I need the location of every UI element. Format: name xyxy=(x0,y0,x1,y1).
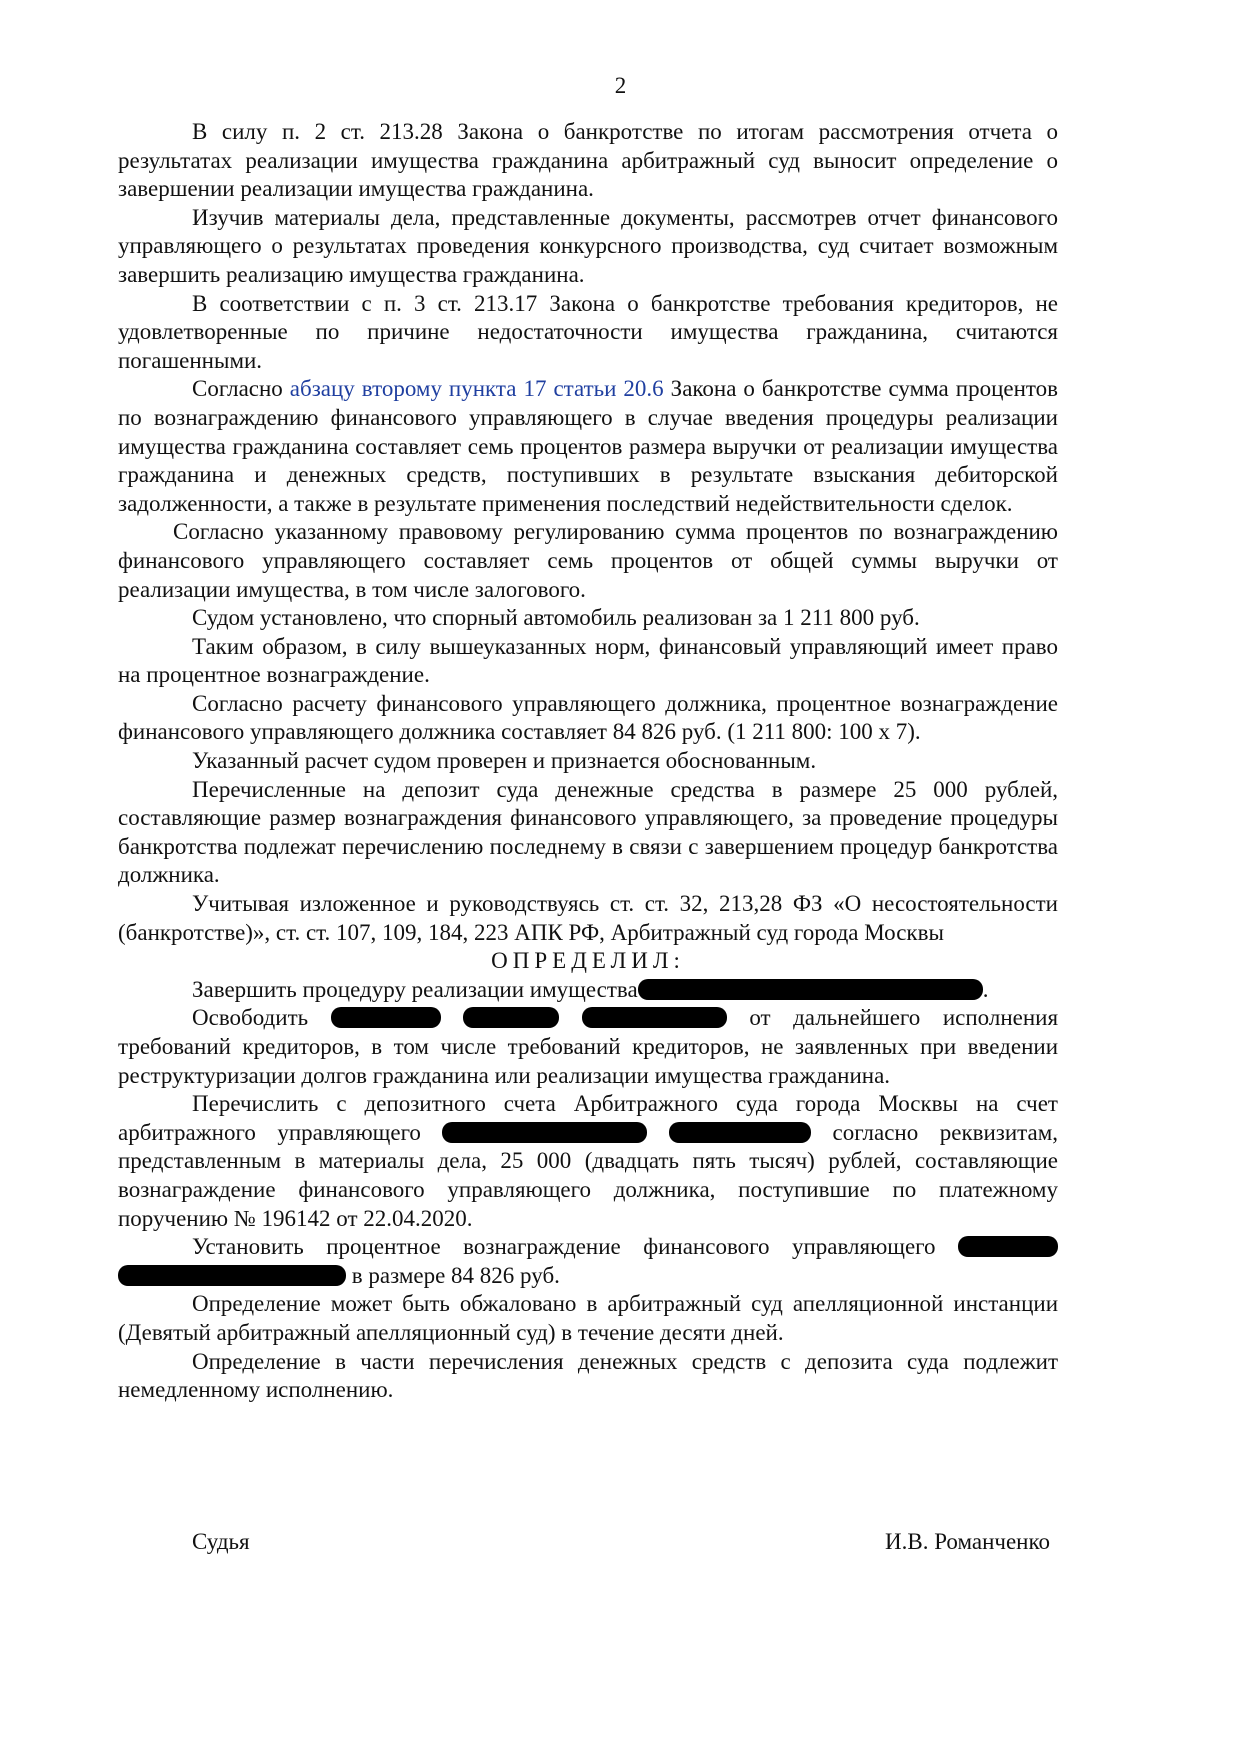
redaction-bar xyxy=(442,1122,647,1143)
paragraph-8: Согласно расчету финансового управляющего должника, процентное вознаграждение финансового управляющего должника составляет 84 826 руб. (1 211 800: 100 х 7). xyxy=(118,690,1058,745)
paragraph-6: Судом установлено, что спорный автомобиль реализован за 1 211 800 руб. xyxy=(192,605,920,631)
ruling-4 xyxy=(118,1233,1058,1290)
paragraph-3: В соответствии с п. 3 ст. 213.17 Закона о банкротстве требования кредиторов, не удовлетворенные по причине недостаточности имущества гражданина, считаются погашенными. xyxy=(118,290,1058,373)
ruling-5: Определение может быть обжаловано в арбитражный суд апелляционной инстанции (Девятый арбитражный апелляционный суд) в течение десяти дней. xyxy=(118,1291,1058,1345)
ruling-4-start: Установить процентное вознаграждение финансового управляющего xyxy=(192,1234,936,1260)
ruling-1-end: . xyxy=(982,976,989,1002)
redaction-bar xyxy=(669,1122,811,1143)
judge-name: И.В. Романченко xyxy=(885,1529,1050,1554)
ruling-1 xyxy=(118,976,1058,1005)
redaction-bar xyxy=(463,1007,559,1028)
ruling-2-start: Освободить xyxy=(192,1005,309,1031)
ruling-6: Определение в части перечисления денежных средств с депозита суда подлежит немедленному исполнению. xyxy=(118,1348,1058,1403)
paragraph-1: В силу п. 2 ст. 213.28 Закона о банкротстве по итогам рассмотрения отчета о результатах реализации имущества гражданина арбитражный суд выносит определение о завершении реализации имущества гражданина. xyxy=(118,119,1058,202)
paragraph-2: Изучив материалы дела, представленные документы, рассмотрев отчет финансового управляющего о результатах проведения конкурсного производства, суд считает возможным завершить реализацию имущества гражданина. xyxy=(118,204,1058,287)
page-number: 2 xyxy=(614,73,627,98)
ruling-3-start: Перечислить с депозитного счета Арбитражного суда города Москвы на счет арбитражного управляющего xyxy=(118,1091,1058,1145)
ruling-2-end: от дальнейшего исполнения требований кредиторов, в том числе требований кредиторов, не заявленных при введении реструктуризации долгов гражданина или реализации имущества гражданина. xyxy=(118,1005,1059,1088)
paragraph-10: Перечисленные на депозит суда денежные средства в размере 25 000 рублей, составляющие размер вознаграждения финансового управляющего, за проведение процедуры банкротства подлежат перечислению последнему в связи с завершением процедур банкротства должника. xyxy=(118,776,1058,888)
redaction-bar xyxy=(331,1007,441,1028)
paragraph-4-start: Согласно xyxy=(192,376,290,402)
redaction-bar xyxy=(118,1265,346,1286)
ruling-2 xyxy=(118,1004,1058,1090)
ruling-1-start: Завершить процедуру реализации имущества xyxy=(192,976,638,1002)
ruling-3 xyxy=(118,1090,1058,1233)
redaction-bar xyxy=(638,979,983,1000)
ruling-3-end: согласно реквизитам, представленным в материалы дела, 25 000 (двадцать пять тысяч) рублей, составляющие вознаграждение финансового управляющего должника, поступившие по платежному поручению № 196142 от 22.04.2020. xyxy=(118,1119,1059,1231)
paragraph-5: Согласно указанному правовому регулированию сумма процентов по вознаграждению финансового управляющего составляет семь процентов от общей суммы выручки от реализации имущества, в том числе залогового. xyxy=(118,519,1058,602)
paragraph-7: Таким образом, в силу вышеуказанных норм, финансовый управляющий имеет право на процентное вознаграждение. xyxy=(118,633,1058,688)
judge-label: Судья xyxy=(192,1529,250,1554)
paragraph-4 xyxy=(118,375,1058,518)
paragraph-4-end: Закона о банкротстве сумма процентов по вознаграждению финансового управляющего в случае введения процедуры реализации имущества гражданина составляет семь процентов размера выручки от реализации имущества гражданина и денежных средств, поступивших в результате взыскания дебиторской задолженности, а также в результате применения последствий недействительности сделок. xyxy=(118,376,1058,516)
paragraph-9: Указанный расчет судом проверен и признается обоснованным. xyxy=(192,748,817,774)
redaction-bar xyxy=(958,1236,1058,1257)
law-reference-link[interactable]: абзацу второму пункта 17 статьи 20.6 xyxy=(289,376,664,402)
ruling-heading: ОПРЕДЕЛИЛ: xyxy=(491,948,685,974)
document-body xyxy=(118,118,1058,1405)
paragraph-11: Учитывая изложенное и руководствуясь ст. ст. 32, 213,28 ФЗ «О несостоятельности (банкротстве)», ст. ст. 107, 109, 184, 223 АПК РФ, Арбитражный суд города Москвы xyxy=(118,891,1058,945)
ruling-4-end: в размере 84 826 руб. xyxy=(351,1262,560,1288)
redaction-bar xyxy=(582,1007,727,1028)
